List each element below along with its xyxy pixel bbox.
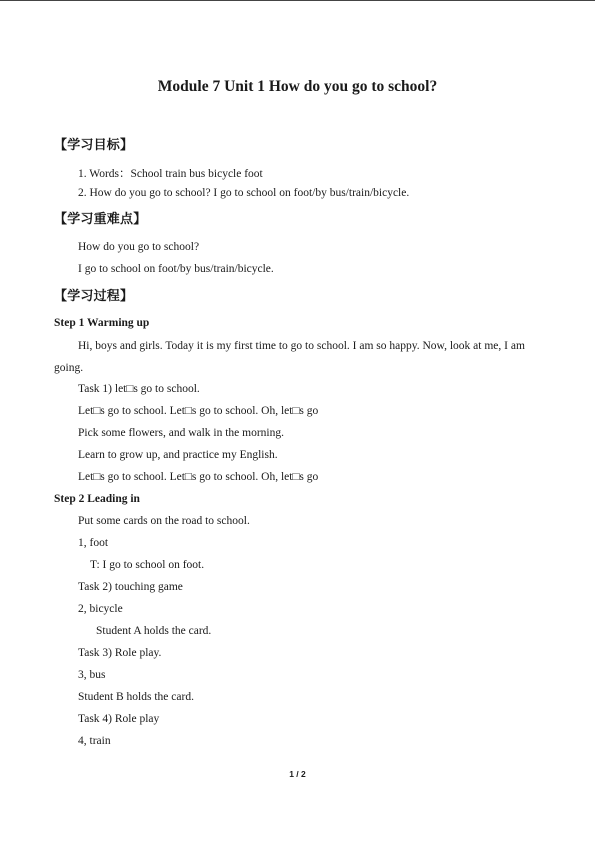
step-2-line-7: Task 3) Role play. [78,647,162,659]
step-1-title: Step 1 Warming up [54,317,150,329]
step-2-title: Step 2 Leading in [54,493,140,505]
step-2-line-4: Task 2) touching game [78,581,183,593]
step-1-line-1: Task 1) let□s go to school. [78,383,200,395]
key-point-line-1: How do you go to school? [78,241,200,253]
heading-key-points: 【学习重难点】 [54,212,147,227]
heading-process: 【学习过程】 [54,289,134,304]
step-1-line-4: Learn to grow up, and practice my English. [78,449,278,461]
step-2-line-8: 3, bus [78,669,106,681]
document-title: Module 7 Unit 1 How do you go to school? [157,78,438,95]
step-2-line-11: 4, train [78,735,111,747]
page-number: 1 / 2 [289,769,306,779]
step-1-line-2: Let□s go to school. Let□s go to school. Oh, let□s go [78,405,319,417]
heading-objectives: 【学习目标】 [54,138,134,153]
step-1-paragraph: Hi, boys and girls. Today it is my first time to go to school. I am so happy. Now, look at me, I am going. [54,340,525,374]
step-2-line-9: Student B holds the card. [78,691,194,703]
step-2-line-10: Task 4) Role play [78,713,160,725]
key-point-line-2: I go to school on foot/by bus/train/bicycle. [78,263,274,275]
step-2-line-2: 1, foot [78,537,109,549]
step-2-line-1: Put some cards on the road to school. [78,515,250,527]
step-2-line-5: 2, bicycle [78,603,123,615]
step-2-line-3: T: I go to school on foot. [90,559,205,571]
objective-line-2: 2. How do you go to school? I go to school on foot/by bus/train/bicycle. [78,187,410,199]
step-2-line-6: Student A holds the card. [96,625,212,637]
step-1-line-3: Pick some flowers, and walk in the morning. [78,427,285,439]
objective-line-1: 1. Words：School train bus bicycle foot [78,168,263,180]
step-1-line-5: Let□s go to school. Let□s go to school. Oh, let□s go [78,471,319,483]
top-border-line [0,0,595,1]
